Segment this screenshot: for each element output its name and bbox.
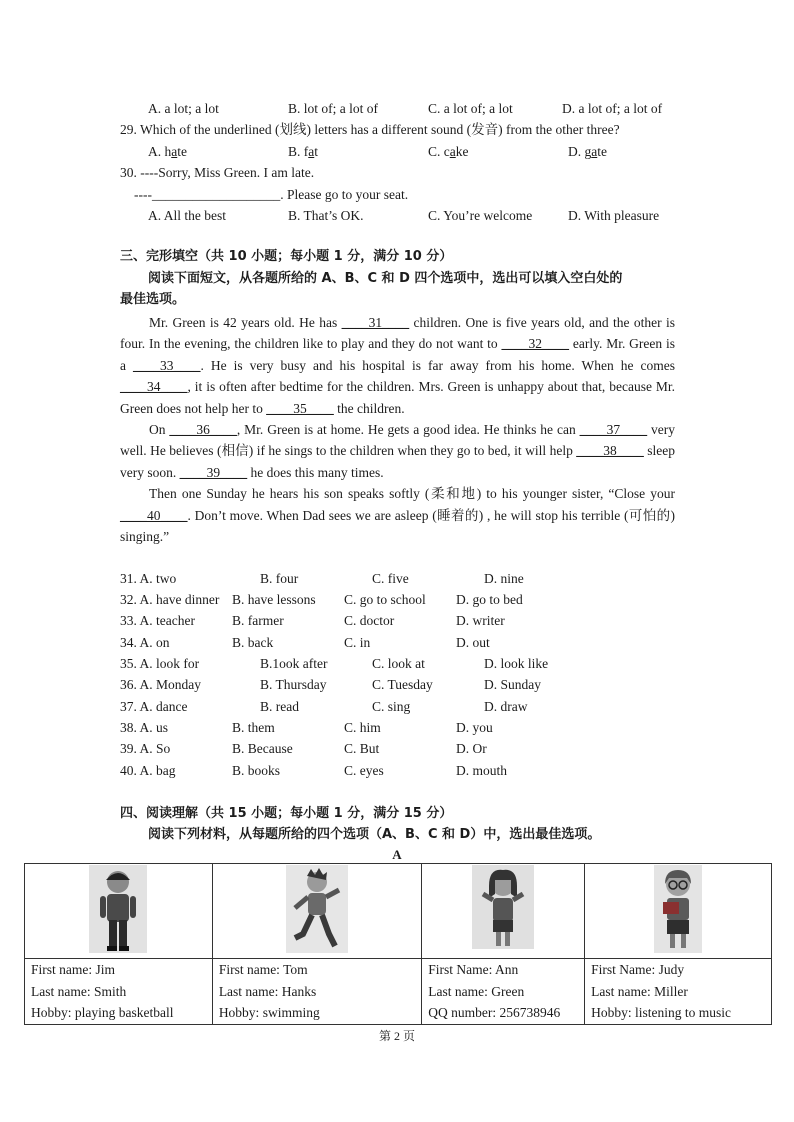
cloze-option-d: D. mouth	[456, 763, 508, 778]
cloze-option-a: 38. A. us	[120, 720, 169, 735]
q29-option-b: B. fat	[288, 144, 319, 159]
cloze-option-a: 37. A. dance	[120, 699, 188, 714]
cloze-option-a: 35. A. look for	[120, 656, 200, 671]
cloze-option-d: D. writer	[456, 613, 505, 628]
boy-tom-illustration	[285, 864, 349, 954]
cloze-option-b: B. books	[232, 763, 281, 778]
person-info-ann	[422, 959, 585, 1025]
q30-option-a: A. All the best	[148, 208, 226, 223]
cloze-option-a: 36. A. Monday	[120, 677, 201, 692]
cloze-option-b: B.1ook after	[260, 656, 328, 671]
picture-cell	[25, 864, 213, 959]
pants-right	[119, 920, 127, 946]
cloze-option-a: 31. A. two	[120, 571, 177, 586]
cloze-option-c: C. Tuesday	[372, 677, 433, 692]
cloze-option-a: 33. A. teacher	[120, 613, 195, 628]
skirt-shape	[667, 920, 689, 934]
cloze-option-b: B. four	[260, 571, 299, 586]
shirt-shape	[107, 894, 129, 922]
cloze-option-d: D. Or	[456, 741, 487, 756]
cloze-passage	[120, 312, 675, 547]
passage-label: A	[392, 847, 402, 862]
first-name: First Name: Judy	[591, 962, 685, 977]
section3-instruction-2: 最佳选项。	[120, 292, 186, 307]
q28-option-a: A. a lot; a lot	[148, 101, 219, 116]
cloze-option-d: D. out	[456, 635, 490, 650]
cloze-option-d: D. draw	[484, 699, 528, 714]
cloze-option-d: D. you	[456, 720, 493, 735]
page-number: 第 2 页	[378, 1029, 415, 1043]
section3-instruction-1: 阅读下面短文，从各题所给的 A、B、C 和 D 四个选项中，选出可以填入空白处的	[148, 271, 623, 286]
blank-37: ____37____	[579, 422, 648, 438]
cloze-option-c: C. in	[344, 635, 371, 650]
cloze-paragraph-3: Then one Sunday he hears his son speaks softly (柔和地) to his younger sister, “Close your ____40____. Don’t move. When Dad sees we are asleep (睡着的) , he will stop his terrible (可怕的) singing.”	[120, 486, 675, 545]
blank-33: ____33____	[132, 357, 201, 373]
q30-option-b: B. That’s OK.	[288, 208, 364, 223]
girl-judy-illustration	[653, 864, 703, 954]
pictures-row	[25, 864, 772, 959]
cloze-option-a: 32. A. have dinner	[120, 592, 220, 607]
q30-stem: 30. ----Sorry, Miss Green. I am late.	[120, 165, 315, 180]
cloze-option-c: C. him	[344, 720, 381, 735]
blank-31: ____31____	[341, 315, 410, 330]
first-name: First Name: Ann	[428, 962, 519, 977]
cloze-option-b: B. them	[232, 720, 275, 735]
last-name: Last name: Miller	[591, 983, 688, 999]
q28-option-b: B. lot of; a lot of	[288, 101, 378, 116]
person-info-tom	[212, 959, 421, 1025]
cloze-option-c: C. sing	[372, 699, 411, 714]
picture-cell	[422, 864, 585, 959]
cloze-paragraph-1: Mr. Green is 42 years old. He has ____31____ children. One is five years old, and the other is four. In the evening, the children like to play and they do not want to ____32____ early. Mr. Green is a ____33____. He is very busy and his hospital is far away from his home. When he comes ____34____, it is often after bedtime for the children. Mrs. Green is unhappy about that, because Mr. Green does not help her to ____35____ the children.	[120, 315, 675, 416]
qq-number: QQ number: 256738946	[428, 1005, 561, 1020]
blank-36: ____36____	[169, 422, 237, 438]
person-info-jim	[25, 959, 213, 1025]
cloze-option-b: B. have lessons	[232, 592, 316, 607]
cloze-option-a: 39. A. So	[120, 741, 171, 756]
blank-32: ____32____	[501, 336, 570, 352]
cloze-option-c: C. five	[372, 571, 409, 586]
skirt-shape	[493, 920, 513, 932]
last-name: Last name: Smith	[31, 983, 127, 999]
cloze-option-c: C. doctor	[344, 613, 395, 628]
q30-option-d: D. With pleasure	[568, 208, 660, 223]
cloze-option-b: B. Thursday	[260, 677, 327, 692]
section3-title: 三、完形填空（共 10 小题；每小题 1 分，满分 10 分）	[120, 249, 453, 264]
cloze-option-a: 34. A. on	[120, 635, 170, 650]
q29-stem: 29. Which of the underlined (划线) letters has a different sound (发音) from the other three?	[120, 122, 620, 137]
cloze-option-d: D. nine	[484, 571, 524, 586]
boy-jim-illustration	[88, 864, 148, 954]
cloze-option-a: 40. A. bag	[120, 763, 176, 778]
cloze-option-c: C. look at	[372, 656, 425, 671]
cloze-paragraph-2: On ____36____, Mr. Green is at home. He gets a good idea. He thinks he can ____37____ very well. He believes (相信) if he sings to the children when they go to bed, it will help ____38____ sleep very soon. ____39____ he does this many times.	[120, 422, 675, 480]
blank-34: ____34____	[120, 379, 188, 395]
cloze-option-d: D. go to bed	[456, 592, 523, 607]
shirt-shape	[493, 898, 513, 922]
picture-cell	[585, 864, 772, 959]
last-name: Last name: Green	[428, 983, 525, 999]
cloze-option-b: B. Because	[232, 741, 293, 756]
cloze-option-c: C. go to school	[344, 592, 426, 607]
cloze-option-d: D. look like	[484, 656, 549, 671]
cloze-option-b: B. read	[260, 699, 299, 714]
section4-instruction: 阅读下列材料，从每题所给的四个选项（A、B、C 和 D）中，选出最佳选项。	[148, 827, 601, 842]
girl-ann-illustration	[471, 864, 535, 950]
hobby: Hobby: swimming	[218, 1005, 320, 1020]
section4-title: 四、阅读理解（共 15 小题；每小题 1 分，满分 15 分）	[120, 806, 453, 821]
q29-option-a: A. hate	[148, 144, 187, 159]
people-table	[24, 863, 772, 1025]
blank-40: ____40____	[120, 507, 188, 523]
q30-option-c: C. You’re welcome	[428, 208, 533, 223]
first-name: First name: Tom	[218, 962, 308, 977]
cloze-option-b: B. back	[232, 635, 274, 650]
picture-cell	[212, 864, 421, 959]
q28-option-c: C. a lot of; a lot	[428, 101, 513, 116]
blank-39: ____39____	[179, 464, 248, 480]
q30-reply: ----___________________. Please go to your seat.	[134, 187, 409, 202]
shirt-shape	[308, 893, 326, 915]
person-info-judy	[585, 959, 772, 1025]
last-name: Last name: Hanks	[218, 983, 317, 999]
hobby: Hobby: playing basketball	[31, 1005, 174, 1020]
q29-option-c: C. cake	[428, 144, 469, 159]
cloze-option-b: B. farmer	[232, 613, 284, 628]
first-name: First name: Jim	[31, 962, 115, 977]
hobby: Hobby: listening to music	[591, 1005, 732, 1020]
blank-38: ____38____	[576, 443, 644, 459]
info-row	[25, 959, 772, 1025]
cloze-option-c: C. eyes	[344, 763, 384, 778]
q29-option-d: D. gate	[568, 144, 607, 159]
blank-35: ____35____	[266, 400, 334, 416]
cloze-option-c: C. But	[344, 741, 380, 756]
pants-left	[109, 920, 117, 946]
cloze-option-d: D. Sunday	[484, 677, 541, 692]
q28-option-d: D. a lot of; a lot of	[562, 101, 663, 116]
